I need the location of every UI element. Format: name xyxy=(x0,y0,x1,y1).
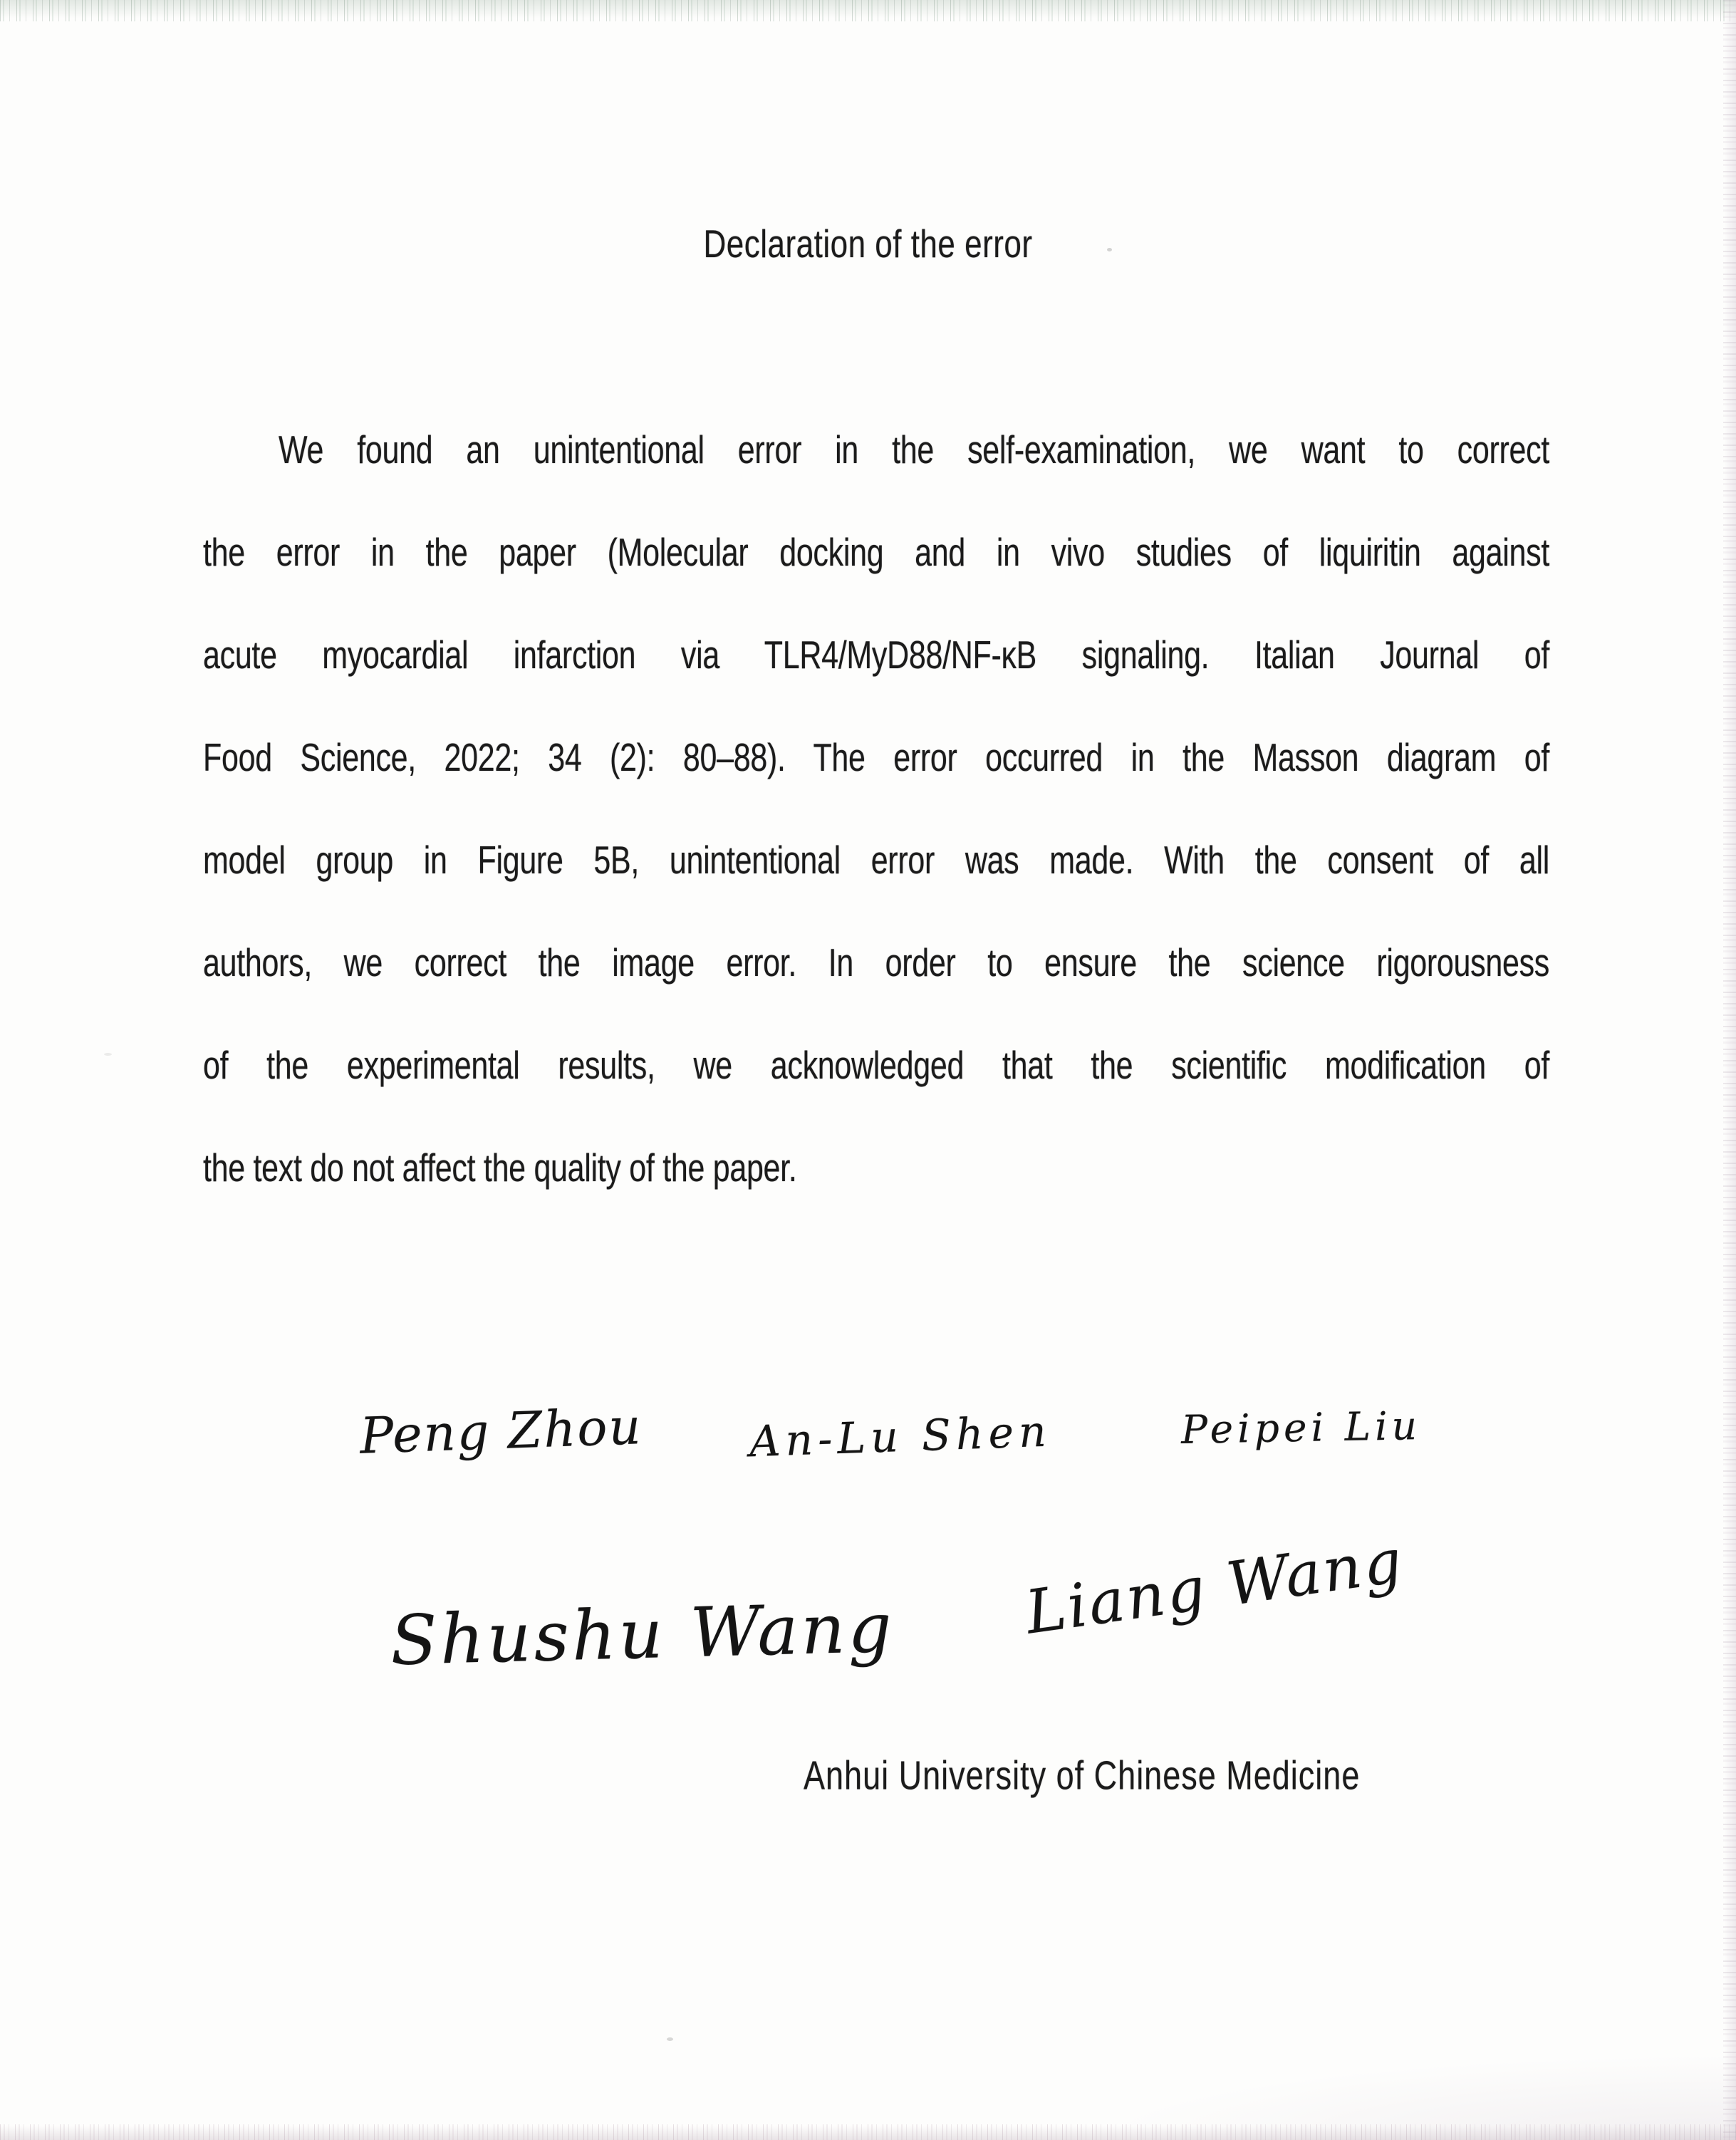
signature-peipei-liu: Peipei Liu xyxy=(1180,1403,1422,1453)
scan-noise-bottom-edge xyxy=(0,2124,1736,2140)
paragraph-line: authors, we correct the image error. In order to ensure the science rigorousness xyxy=(203,941,1549,985)
document-title: Declaration of the error xyxy=(703,222,1033,266)
paragraph-line: We found an unintentional error in the self-examination, we want to correct xyxy=(279,428,1549,472)
scan-noise-top-edge xyxy=(0,0,1736,21)
paragraph-line: of the experimental results, we acknowledged that the scientific modification of xyxy=(203,1044,1549,1088)
signature-peng-zhou: Peng Zhou xyxy=(358,1397,643,1465)
institution-name: Anhui University of Chinese Medicine xyxy=(804,1752,1361,1798)
signature-an-lu-shen: An-Lu Shen xyxy=(748,1406,1052,1468)
scan-speck xyxy=(221,861,227,863)
paragraph-line: the error in the paper (Molecular docking and in vivo studies of liquiritin against xyxy=(203,531,1549,575)
scan-speck xyxy=(1107,248,1112,251)
scan-speck xyxy=(104,1053,112,1056)
scan-noise-bottom-right-shade xyxy=(1095,2055,1736,2140)
signature-liang-wang: Liang Wang xyxy=(1021,1525,1408,1648)
paragraph-line: the text do not affect the quality of the paper. xyxy=(203,1146,797,1190)
paragraph-line: acute myocardial infarction via TLR4/MyD88/NF-κB signaling. Italian Journal of xyxy=(203,633,1549,677)
scan-speck xyxy=(667,2037,673,2041)
signature-shushu-wang: Shushu Wang xyxy=(389,1587,896,1681)
scan-noise-right-edge xyxy=(1723,0,1736,2140)
declaration-paragraph xyxy=(203,399,1549,1220)
paragraph-line: model group in Figure 5B, unintentional error was made. With the consent of all xyxy=(203,838,1549,883)
paragraph-line: Food Science, 2022; 34 (2): 80–88). The error occurred in the Masson diagram of xyxy=(203,736,1549,780)
